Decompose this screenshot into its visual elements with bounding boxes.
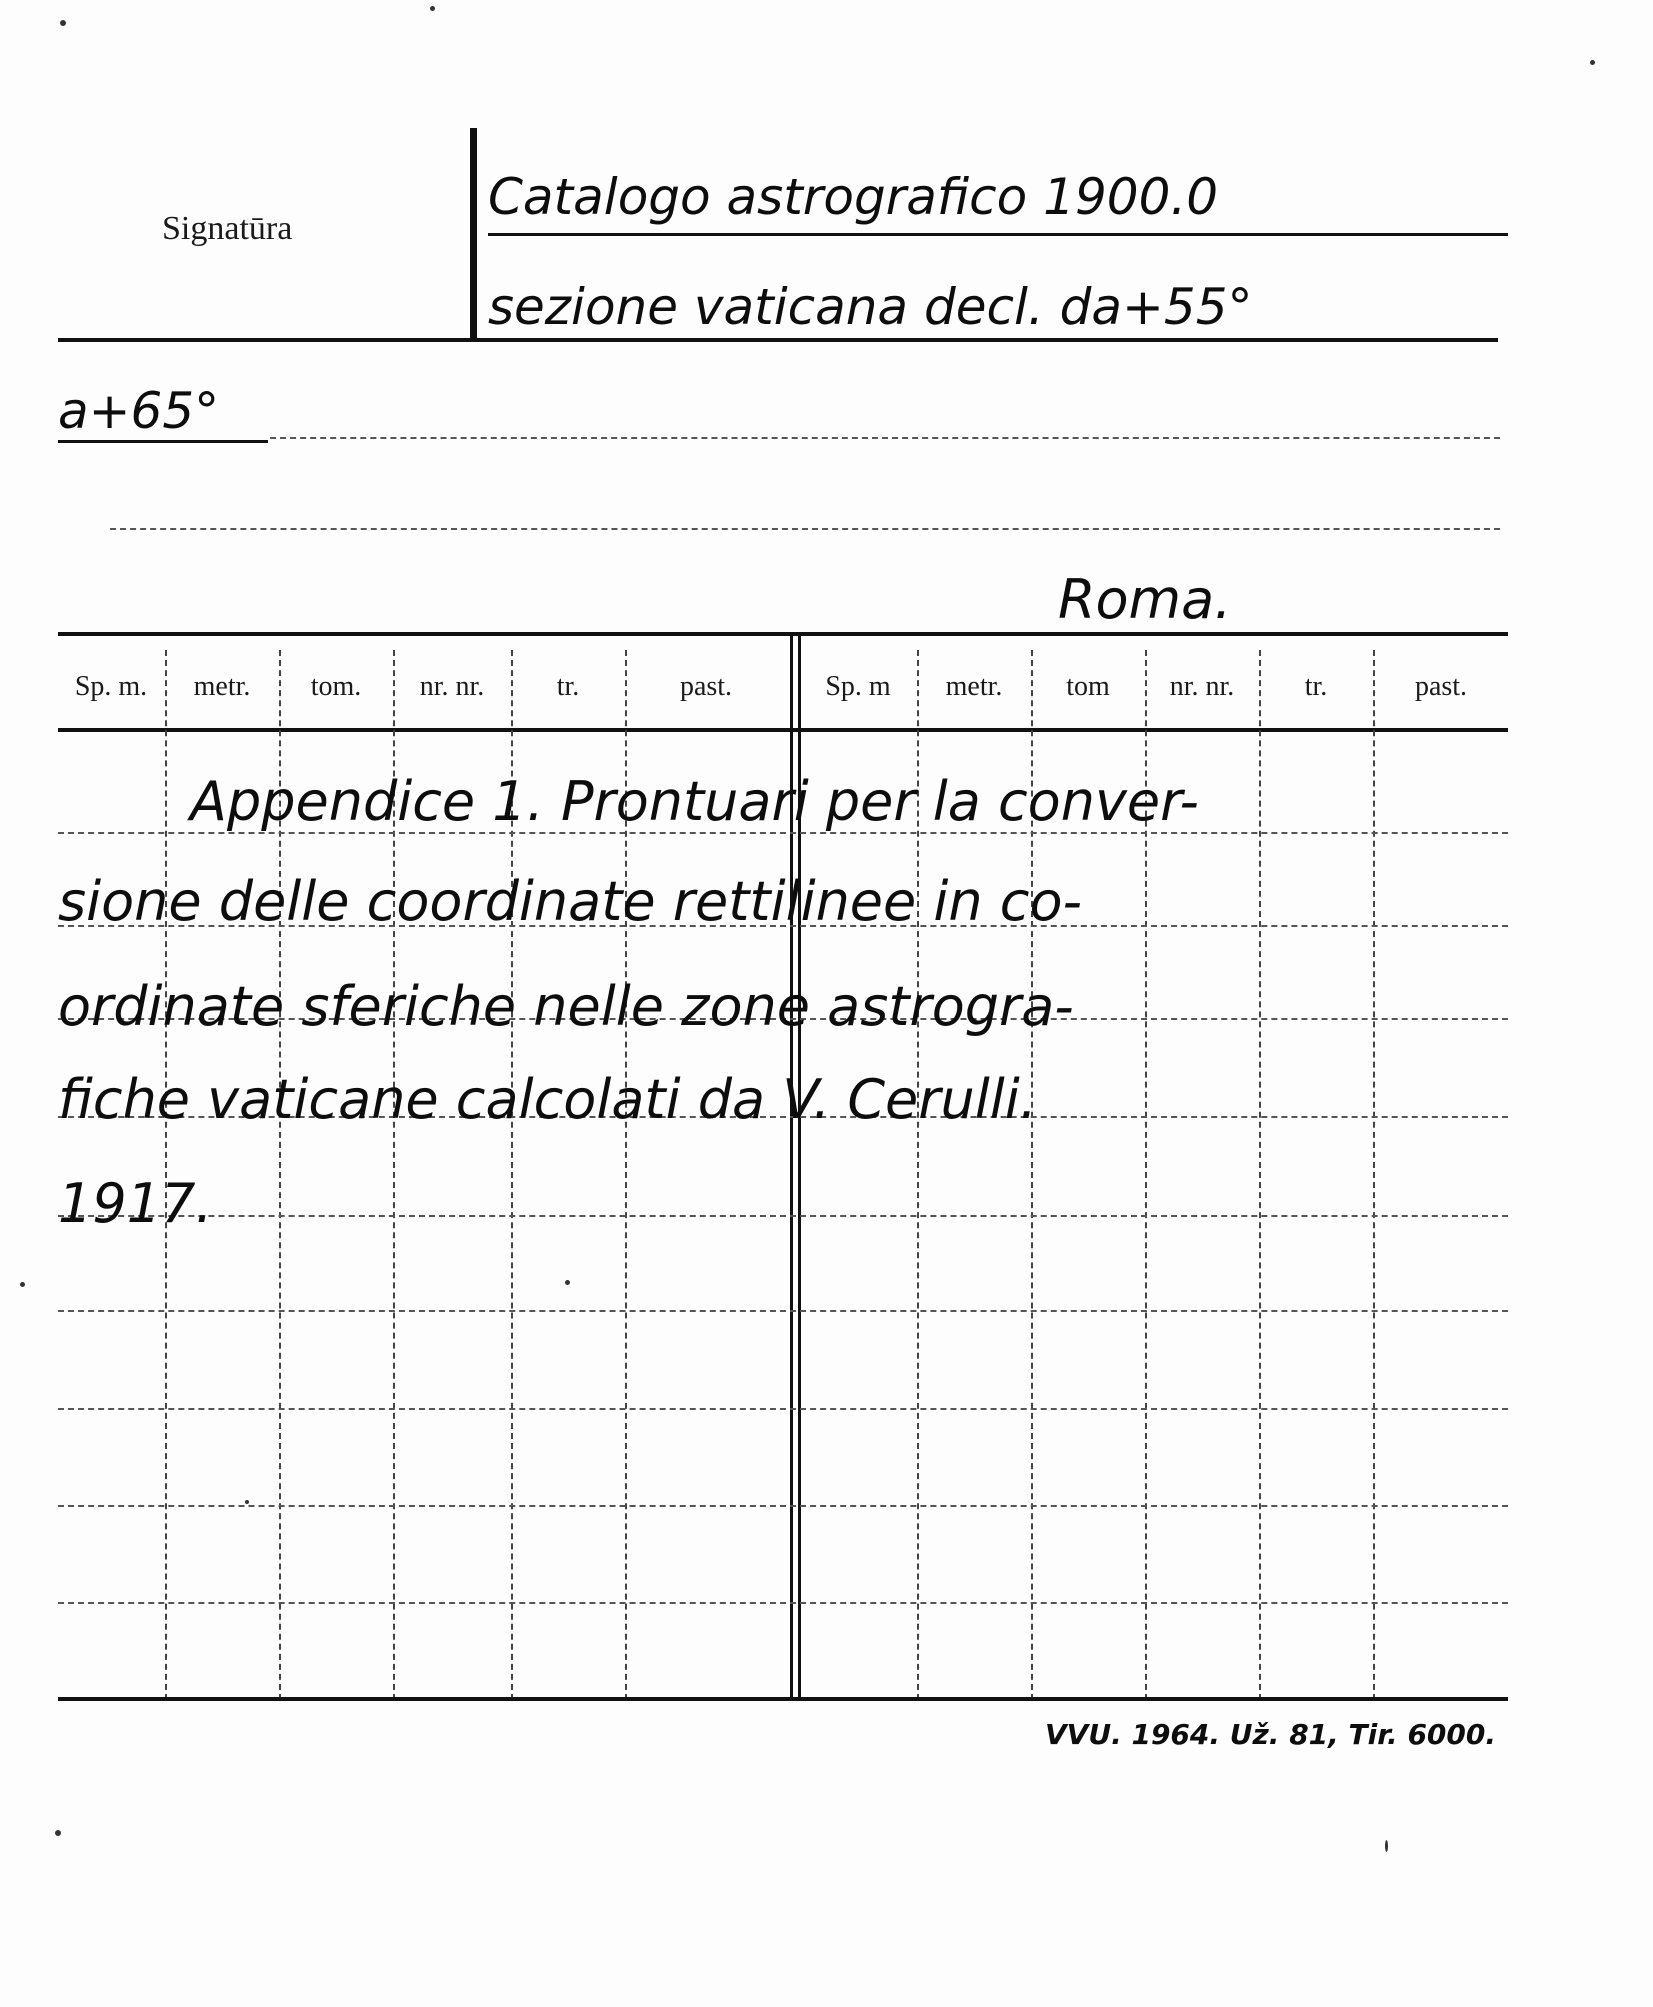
col-metr-right: metr. (945, 671, 1003, 702)
title-line-3: a+65° (58, 382, 220, 440)
print-run-note: VVU. 1964. Už. 81, Tir. 6000. (1045, 1718, 1497, 1751)
body-line-4: fiche vaticane calcolati da V. Cerulli. (58, 1068, 1037, 1131)
col-tom-left: tom. (310, 671, 362, 702)
body-line-5: 1917. (58, 1172, 213, 1235)
ink-speck (55, 1830, 61, 1836)
col-nr-nr-left: nr. nr. (419, 671, 485, 702)
col-sp-m-left: Sp. m. (74, 671, 148, 702)
place-label: Roma. (1058, 568, 1232, 631)
row-line (58, 1310, 1508, 1312)
blank-line-2 (110, 528, 1500, 530)
col-sp-m-right: Sp. m (825, 671, 891, 702)
top-rule (58, 338, 1498, 342)
ink-speck (565, 1280, 570, 1285)
ink-speck (60, 20, 66, 26)
title-line-1-underline (488, 233, 1508, 236)
col-tr-left: tr. (556, 671, 580, 702)
ink-speck (20, 1282, 25, 1287)
body-line-3: ordinate sferiche nelle zone astrogra- (58, 975, 1074, 1038)
ink-speck (245, 1500, 249, 1504)
table-top-rule (58, 632, 1508, 636)
col-past-right: past. (1414, 671, 1468, 702)
body-line-2: sione delle coordinate rettilinee in co- (58, 870, 1083, 933)
col-tom-right: tom (1066, 671, 1110, 702)
col-separator (1373, 650, 1375, 1700)
blank-line-1 (270, 437, 1500, 439)
col-metr-left: metr. (193, 671, 251, 702)
ink-speck (1590, 60, 1595, 65)
body-line-1: Appendice 1. Prontuari per la conver- (190, 770, 1199, 833)
table-bottom-rule (58, 1697, 1508, 1701)
title-line-1: Catalogo astrografico 1900.0 (488, 168, 1219, 226)
col-past-left: past. (679, 671, 733, 702)
col-separator (1259, 650, 1261, 1700)
row-line (58, 1602, 1508, 1604)
table-header-rule (58, 728, 1508, 732)
col-nr-nr-right: nr. nr. (1169, 671, 1235, 702)
row-line (58, 1505, 1508, 1507)
ink-speck (1385, 1840, 1388, 1852)
row-line (58, 1215, 1508, 1217)
row-line (58, 1408, 1508, 1410)
title-line-3-underline (58, 440, 268, 443)
ink-speck (430, 6, 435, 11)
col-tr-right: tr. (1304, 671, 1328, 702)
signatura-divider (470, 128, 477, 340)
signatura-label: Signatūra (162, 210, 293, 247)
title-line-2: sezione vaticana decl. da+55° (488, 278, 1253, 336)
